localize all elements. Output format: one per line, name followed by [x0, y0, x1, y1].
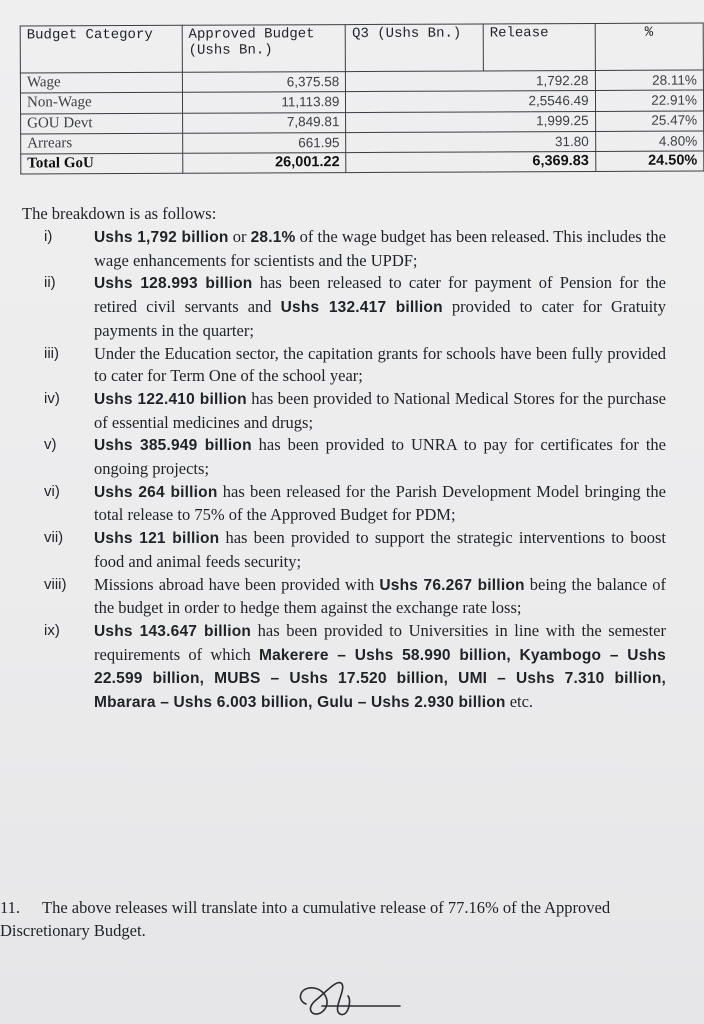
list-item	[40, 620, 680, 715]
cell-release: 1,792.28	[346, 70, 595, 91]
item-text-part: has been provided to UNRA to pay for certificates for the ongoing projects;	[94, 435, 666, 479]
list-item	[40, 226, 680, 272]
list-item	[40, 574, 680, 620]
item-text	[94, 388, 680, 434]
item-number: vii)	[44, 529, 64, 547]
cell-pct: 4.80%	[595, 131, 704, 152]
header-q3: Q3 (Ushs Bn.)	[346, 24, 484, 72]
item-bold: Ushs 264 billion	[94, 483, 218, 501]
total-approved: 26,001.22	[183, 153, 347, 174]
item-text-part: or	[228, 227, 251, 246]
item-text-part: of the wage budget has been released. This includes the wage enhancements for scientists and the UPDF;	[94, 227, 666, 270]
item-text-part: Missions abroad have been provided with	[94, 574, 380, 594]
cell-category: Non-Wage	[20, 93, 182, 114]
item-bold: Ushs 122.410 billion	[94, 390, 247, 408]
total-category: Total GoU	[21, 153, 183, 174]
cell-approved: 11,113.89	[182, 92, 346, 113]
total-pct: 24.50%	[595, 151, 704, 172]
table-total-row	[21, 151, 704, 174]
item-number: viii)	[44, 575, 67, 593]
item-text-part: has been released to cater for payment of Pension for the retired civil servants and	[94, 273, 666, 317]
item-text	[94, 620, 680, 715]
item-number: i)	[44, 228, 53, 245]
paragraph-number: 11.	[0, 898, 21, 917]
total-release: 6,369.83	[346, 151, 595, 172]
item-text-part: etc.	[505, 692, 534, 712]
item-text-part: has been provided to Universities in line with the semester requirements of which	[94, 620, 666, 664]
budget-table	[20, 23, 704, 175]
item-text	[94, 574, 680, 620]
cell-release: 31.80	[346, 131, 595, 152]
cell-pct: 25.47%	[595, 111, 704, 132]
item-text-part: has been released for the Parish Development Model bringing the total release to 75% of the Approved Budget for PDM;	[94, 481, 666, 525]
cell-approved: 661.95	[182, 132, 346, 153]
paragraph-text: The above releases will translate into a cumulative release of 77.16% of the Approved Discretionary Budget.	[0, 898, 611, 940]
item-number: iii)	[44, 344, 59, 362]
item-bold: Ushs 1,792 billion	[94, 229, 229, 246]
list-item	[40, 388, 680, 434]
item-number: ix)	[44, 621, 60, 639]
header-category: Budget Category	[20, 25, 182, 73]
list-item	[40, 343, 680, 388]
item-text-part: being the balance of the budget in order to hedge them against the exchange rate loss;	[94, 574, 666, 618]
item-number: iv)	[44, 389, 60, 407]
list-item	[40, 527, 680, 573]
item-bold: Ushs 385.949 billion	[94, 437, 252, 455]
cell-category: Arrears	[21, 133, 183, 154]
item-bold: Ushs 128.993 billion	[94, 275, 253, 293]
item-text	[94, 226, 680, 272]
item-bold: Ushs 121 billion	[94, 530, 220, 548]
list-item	[40, 434, 680, 480]
item-text-part: has been provided to support the strategic interventions to boost food and animal feeds security;	[94, 528, 666, 571]
list-item	[40, 272, 680, 342]
item-number: ii)	[44, 274, 56, 292]
cell-pct: 28.11%	[595, 70, 704, 91]
item-text	[94, 343, 680, 388]
header-approved: Approved Budget (Ushs Bn.)	[182, 25, 346, 73]
item-bold: 28.1%	[250, 229, 296, 246]
signature-mark	[292, 970, 402, 1024]
breakdown-intro: The breakdown is as follows:	[22, 204, 217, 223]
item-number: v)	[44, 436, 57, 454]
cell-category: GOU Devt	[21, 113, 183, 134]
cell-category: Wage	[20, 72, 182, 93]
item-text	[94, 434, 680, 480]
cell-approved: 7,849.81	[182, 112, 346, 133]
item-text	[94, 272, 680, 342]
item-bold: Makerere – Ushs 58.990 billion, Kyambogo – Ushs 22.599 billion, MUBS – Ushs 17.520 billion, UMI – Ushs 7.310 billion, Mbarara – Ushs 6.003 billion, Gulu – Ushs 2.930 billion	[94, 646, 667, 712]
item-text-part: provided to cater for Gratuity payments in the quarter;	[94, 297, 666, 340]
list-item	[40, 481, 680, 527]
header-release: Release	[483, 23, 595, 70]
item-text	[94, 481, 680, 527]
item-text-part: has been provided to National Medical Stores for the purchase of essential medicines and drugs;	[94, 388, 666, 432]
item-bold: Ushs 76.267 billion	[379, 576, 525, 594]
item-number: vi)	[44, 482, 60, 500]
item-text	[94, 527, 680, 573]
item-bold: Ushs 132.417 billion	[280, 299, 443, 317]
cell-release: 2,5546.49	[346, 91, 595, 112]
item-text-part: Under the Education sector, the capitation grants for schools have been fully provided to cater for Term One of the school year;	[94, 343, 666, 386]
paragraph-11	[0, 896, 690, 942]
table-header-row	[20, 23, 703, 73]
header-pct: %	[595, 23, 704, 70]
cell-approved: 6,375.58	[182, 72, 346, 93]
cell-pct: 22.91%	[595, 90, 704, 111]
item-bold: Ushs 143.647 billion	[94, 622, 252, 640]
cell-release: 1,999.25	[346, 111, 595, 132]
breakdown-list	[40, 226, 680, 715]
